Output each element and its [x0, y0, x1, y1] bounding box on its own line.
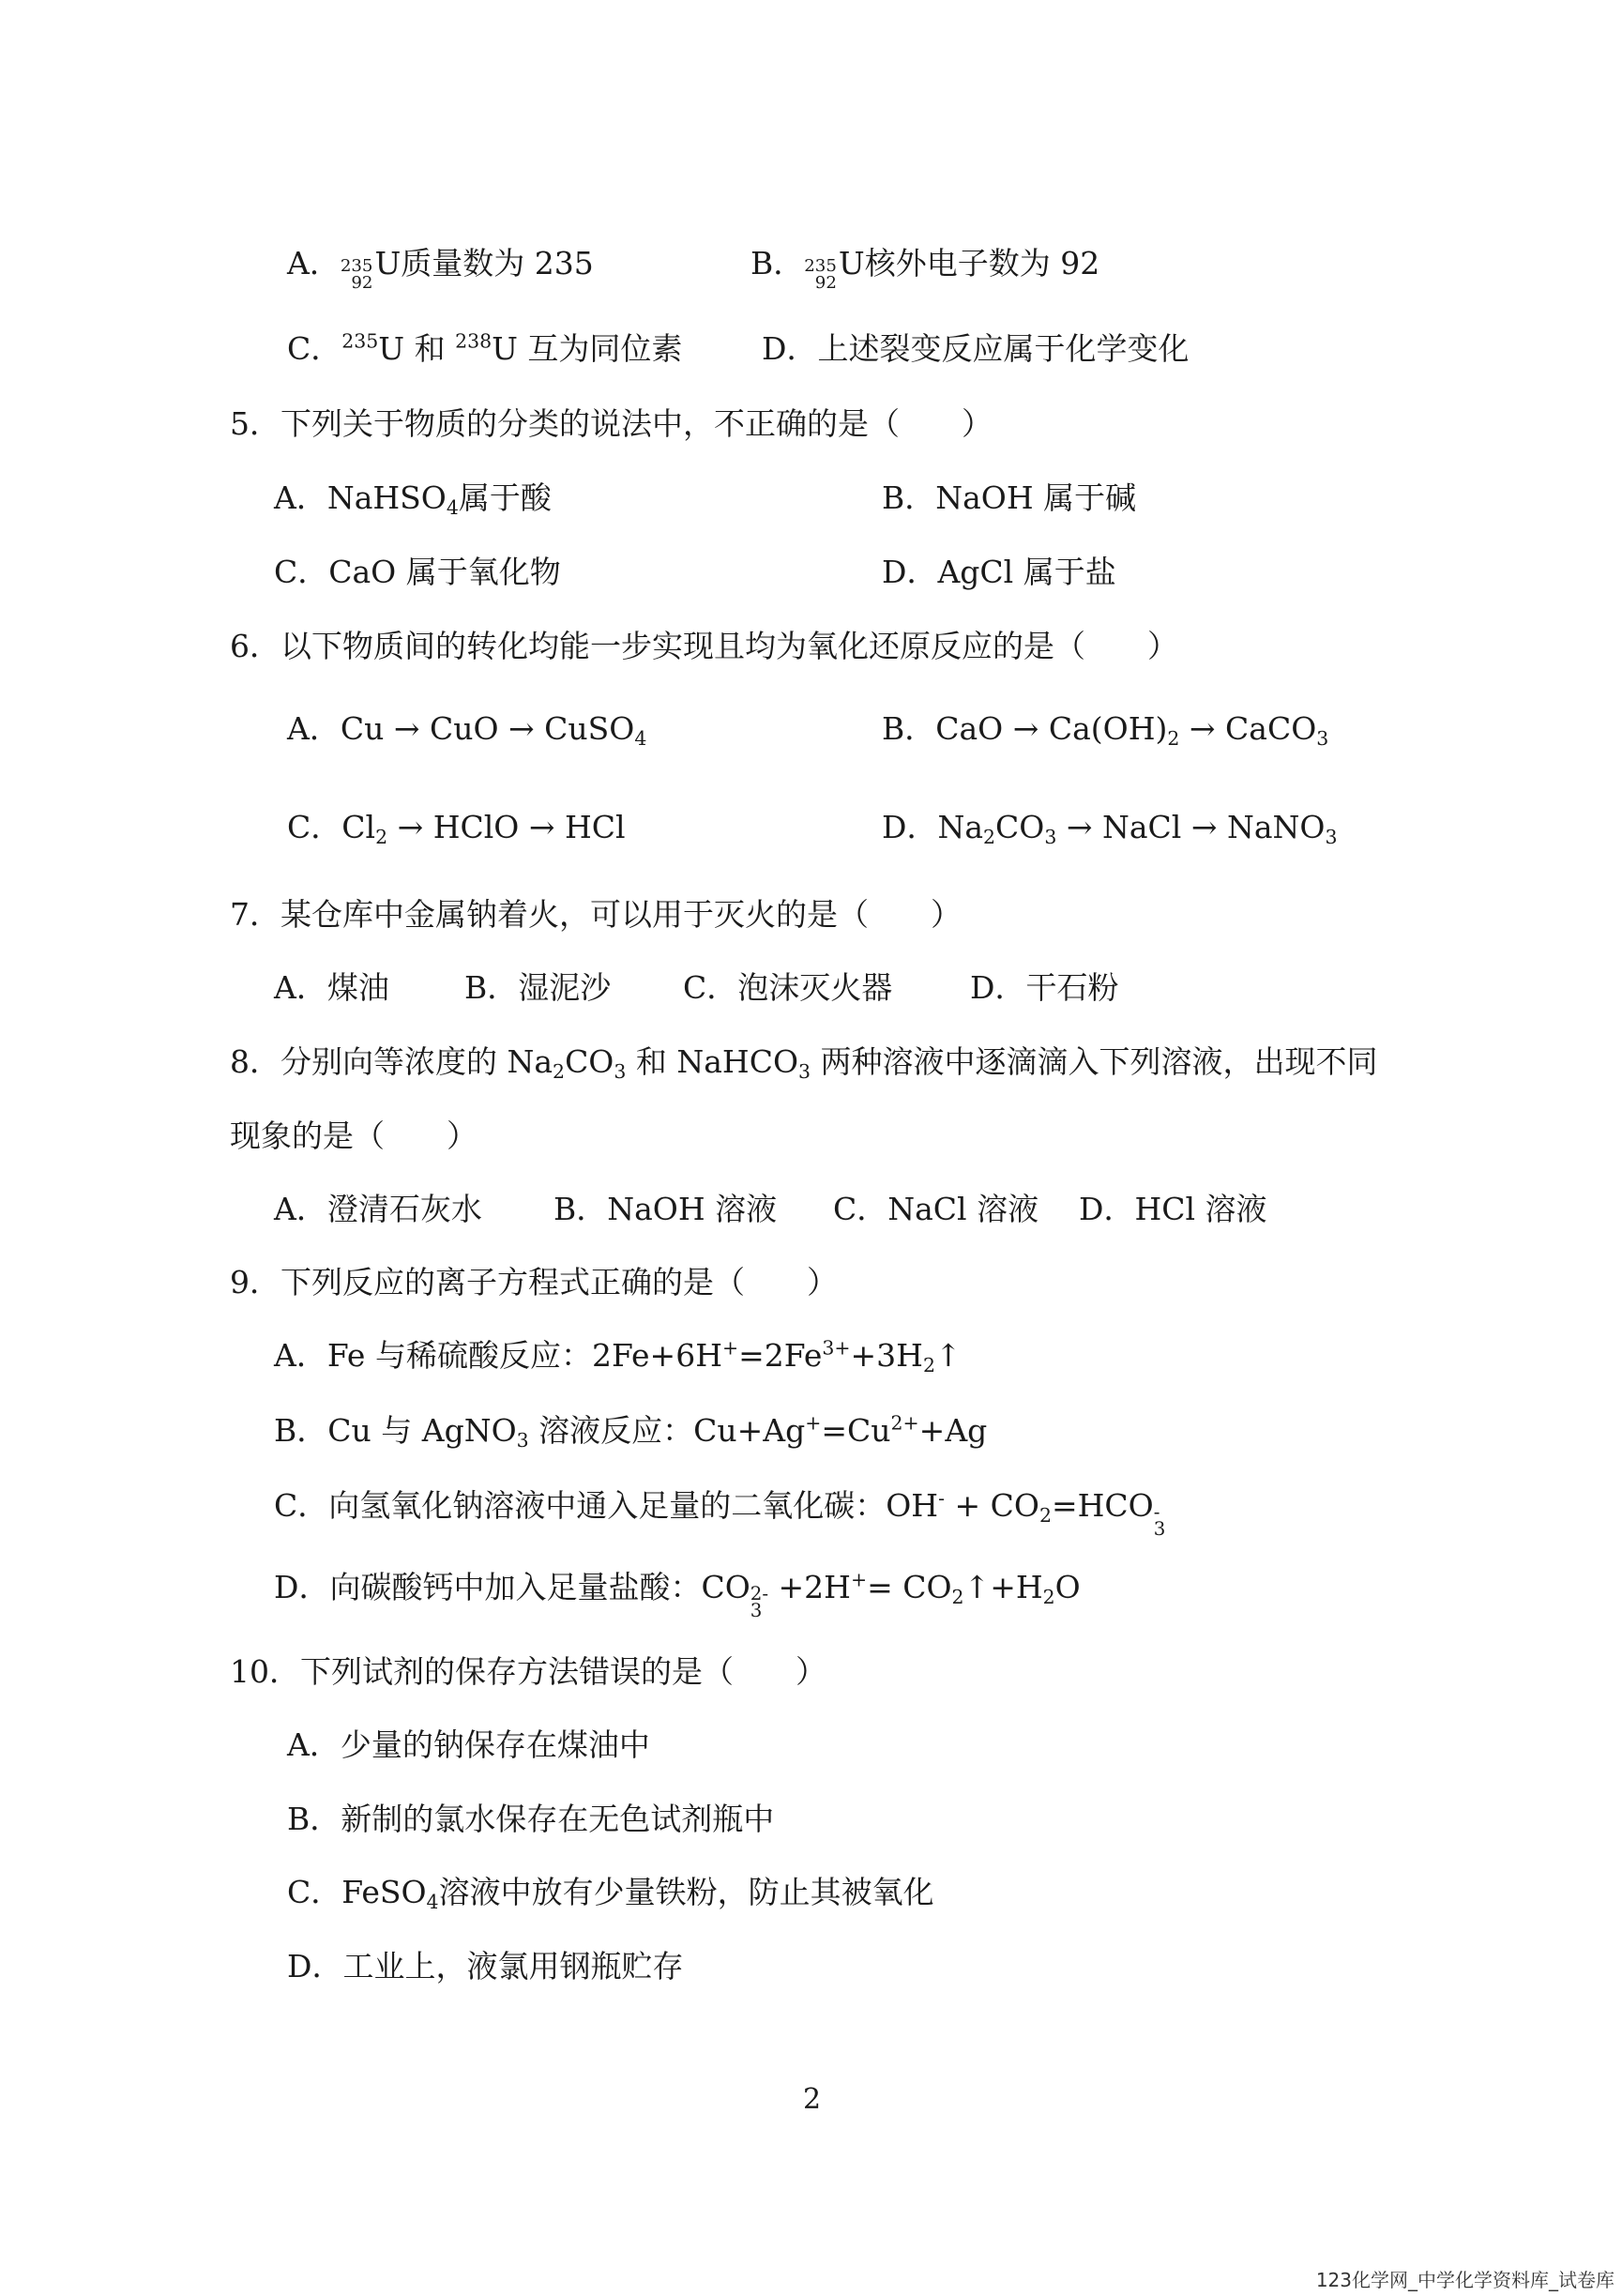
q5-option-b: B．NaOH 属于碱	[882, 479, 1137, 516]
q10-option-b: B．新制的氯水保存在无色试剂瓶中	[287, 1801, 775, 1837]
q8-option-b: B．NaOH 溶液	[553, 1191, 778, 1227]
q8-option-a: A．澄清石灰水	[274, 1191, 482, 1227]
q10-option-c: C．FeSO$_4$溶液中放有少量铁粉，防止其被氧化	[287, 1874, 934, 1914]
q9-option-b: B．Cu 与 AgNO$_3$ 溶液反应：$Cu+Ag^+=Cu^{2+}+Ag$	[274, 1411, 988, 1452]
q5-option-d: D．AgCl 属于盐	[882, 554, 1116, 590]
q6-option-a: A．Cu → CuO → CuSO$_4$	[287, 710, 647, 751]
q5-stem: 5．下列关于物质的分类的说法中，不正确的是（ ）	[230, 405, 993, 442]
q8-option-d: D．HCl 溶液	[1079, 1191, 1267, 1227]
q9-option-c: C．向氢氧化钠溶液中通入足量的二氧化碳：$OH^- + CO_2=HCO$ - 3	[274, 1486, 1166, 1540]
q6-stem: 6．以下物质间的转化均能一步实现且均为氧化还原反应的是（ ）	[230, 628, 1178, 664]
nuclide-notation: 235 92	[340, 256, 373, 293]
q9-option-d: D．向碳酸钙中加入足量盐酸：CO 2- 3 $+2H^+= CO_2↑+H_2O$	[274, 1568, 1081, 1621]
q10-stem: 10．下列试剂的保存方法错误的是（ ）	[230, 1653, 826, 1690]
nuclide-notation: 235 92	[804, 256, 837, 293]
q4-option-c: C．$^{235}$U 和 $^{238}$U 互为同位素	[287, 329, 683, 367]
q7-option-a: A．煤油	[274, 969, 389, 1006]
q9-stem: 9．下列反应的离子方程式正确的是（ ）	[230, 1264, 838, 1300]
q5-option-a: A．NaHSO$_4$属于酸	[274, 479, 552, 520]
q7-option-b: B．湿泥沙	[464, 969, 612, 1006]
q6-option-b: B．CaO → $Ca(OH)_2$ → CaCO$_3$	[882, 710, 1329, 751]
q7-stem: 7．某仓库中金属钠着火，可以用于灭火的是（ ）	[230, 896, 962, 933]
q10-option-d: D．工业上，液氯用钢瓶贮存	[287, 1948, 684, 1984]
q4-option-d: D．上述裂变反应属于化学变化	[762, 330, 1190, 367]
footer-watermark: 123化学网_中学化学资料库_试卷库	[1315, 2269, 1614, 2291]
q4-option-b: B． 235 92 U核外电子数为 92	[750, 245, 1100, 293]
q6-option-d: D．$Na_2CO_3$ → NaCl → NaNO$_3$	[882, 809, 1338, 849]
q9-option-a: A．Fe 与稀硫酸反应：$2Fe+6H^+=2Fe^{3+}+3H_2↑$	[274, 1336, 962, 1377]
q10-option-a: A．少量的钠保存在煤油中	[287, 1726, 650, 1763]
page-number: 2	[803, 2083, 822, 2116]
q7-option-d: D．干石粉	[970, 969, 1119, 1006]
q8-stem: 8．分别向等浓度的 $Na_2CO_3$ 和 NaHCO$_3$ 两种溶液中逐滴滴入下列溶液，出现不同	[230, 1043, 1378, 1084]
q4-option-a: A． 235 92 U质量数为 235	[287, 245, 594, 293]
q5-option-c: C．CaO 属于氧化物	[274, 554, 561, 590]
q7-option-c: C．泡沫灭火器	[683, 969, 893, 1006]
q8-stem-line2: 现象的是（ ）	[230, 1118, 478, 1154]
q6-option-c: C．$Cl_2$ → HClO → HCl	[287, 809, 626, 849]
q8-option-c: C．NaCl 溶液	[833, 1191, 1039, 1227]
